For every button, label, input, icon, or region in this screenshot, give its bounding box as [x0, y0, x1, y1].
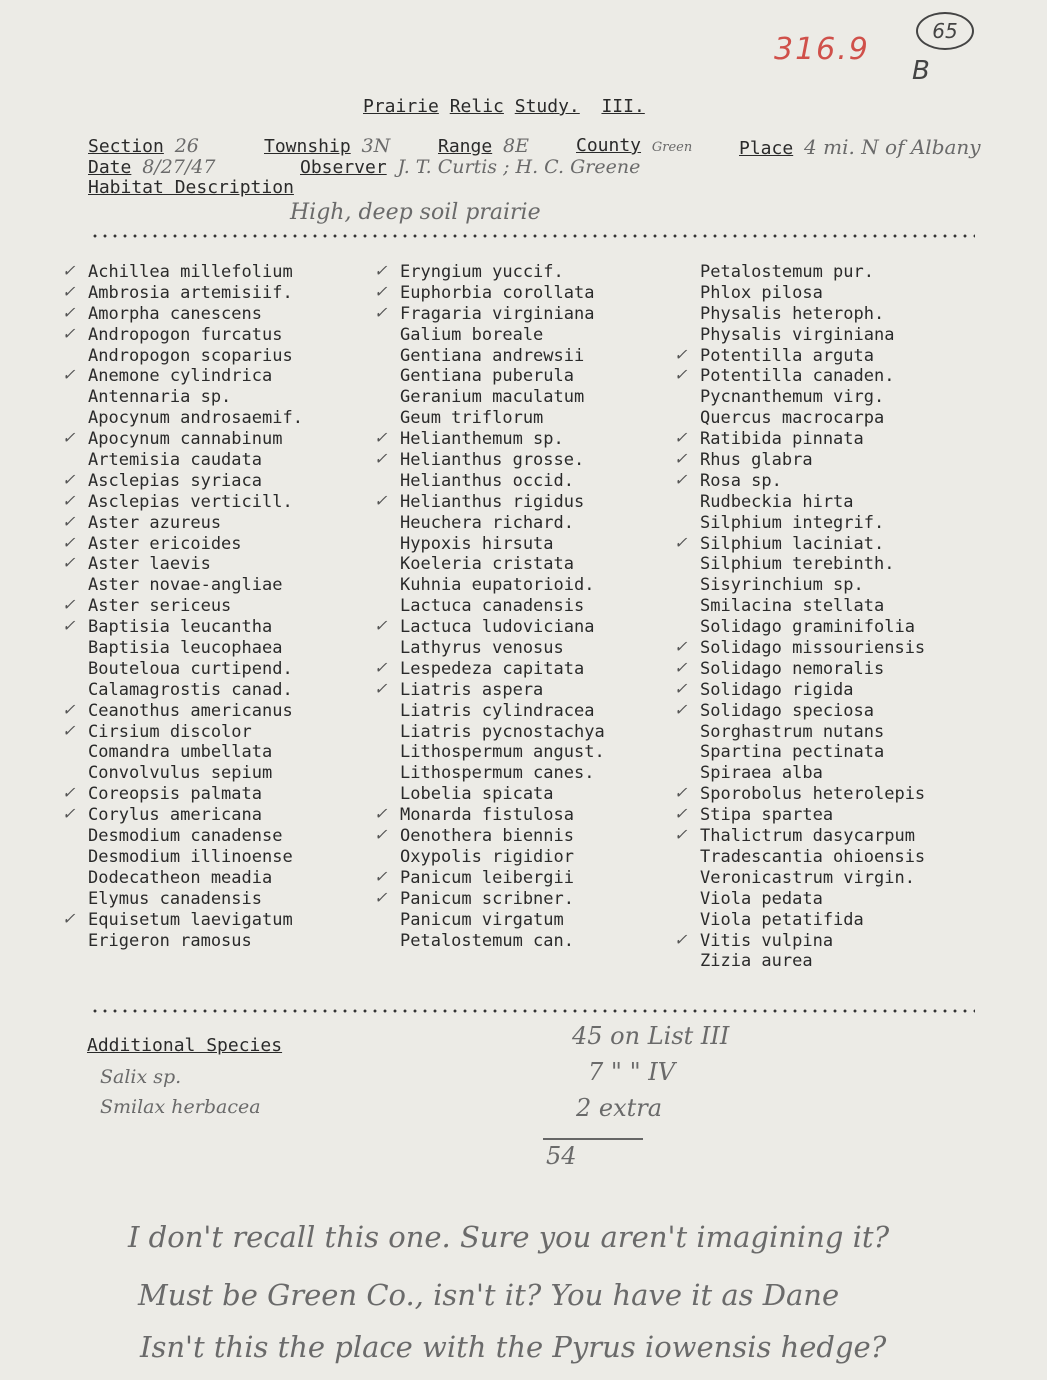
catalog-number: 316.9	[774, 32, 870, 67]
check-mark-icon: ✓	[62, 720, 76, 740]
species-name: Physalis virginiana	[700, 324, 895, 345]
species-name: Dodecatheon meadia	[88, 867, 273, 888]
species-name: Hypoxis hirsuta	[400, 533, 554, 554]
species-name: Asclepias syriaca	[88, 470, 262, 491]
species-row	[700, 262, 925, 283]
species-row	[400, 701, 605, 722]
species-row	[88, 346, 303, 367]
species-name: Vitis vulpina	[700, 930, 834, 951]
species-row	[674, 637, 926, 659]
divider-bottom	[90, 1009, 975, 1013]
check-mark-icon: ✓	[62, 595, 76, 615]
species-name: Baptisia leucantha	[88, 617, 273, 638]
species-name: Sorghastrum nutans	[700, 721, 885, 742]
species-row	[400, 722, 605, 743]
species-name: Anemone cylindrica	[88, 366, 273, 387]
species-row	[400, 387, 605, 408]
species-row	[674, 929, 925, 952]
species-name: Helianthus grosse.	[400, 450, 585, 471]
species-row	[62, 323, 303, 346]
check-mark-icon: ✓	[674, 804, 688, 824]
species-row	[62, 804, 303, 826]
species-name: Smilacina stellata	[700, 596, 885, 617]
species-name: Spartina pectinata	[700, 742, 885, 763]
species-name: Solidago rigida	[700, 679, 854, 700]
species-row	[674, 428, 925, 450]
check-mark-icon: ✓	[374, 825, 388, 845]
species-name: Liatris aspera	[400, 679, 544, 700]
county-field: County Green	[576, 135, 693, 156]
species-name: Heuchera richard.	[400, 512, 574, 533]
species-name: Kuhnia eupatorioid.	[400, 575, 595, 596]
species-row	[400, 408, 605, 429]
handwritten-note-line: I don't recall this one. Sure you aren't imagining it?	[128, 1220, 890, 1254]
species-row	[400, 554, 605, 575]
species-name: Lobelia spicata	[400, 784, 554, 805]
check-mark-icon: ✓	[62, 804, 76, 824]
species-name: Lathyrus venosus	[400, 638, 564, 659]
check-mark-icon: ✓	[62, 428, 76, 448]
species-name: Quercus macrocarpa	[700, 408, 885, 429]
species-row	[88, 847, 303, 868]
check-mark-icon: ✓	[374, 302, 388, 322]
species-name: Petalostemum can.	[400, 930, 574, 951]
species-row	[400, 847, 605, 868]
species-row	[88, 659, 303, 680]
species-name: Ceanothus americanus	[88, 700, 293, 721]
species-name: Lactuca canadensis	[400, 596, 585, 617]
species-name: Bouteloua curtipend.	[88, 658, 293, 679]
species-name: Oxypolis rigidior	[400, 846, 574, 867]
species-row	[700, 304, 925, 325]
species-row	[374, 887, 605, 910]
species-name: Achillea millefolium	[88, 262, 293, 282]
species-name: Silphium terebinth.	[700, 554, 895, 575]
species-row	[88, 931, 303, 952]
divider-top	[90, 234, 975, 238]
species-row	[700, 722, 925, 743]
additional-species-item: Smilax herbacea	[100, 1096, 261, 1118]
tally-line-list-iv: 7 " " IV	[588, 1058, 676, 1086]
species-row	[700, 408, 925, 429]
check-mark-icon: ✓	[674, 929, 688, 949]
species-row	[62, 511, 303, 534]
township-field: Township 3N	[264, 135, 391, 157]
species-row	[674, 783, 926, 805]
species-row	[400, 471, 605, 492]
species-row	[88, 763, 303, 784]
species-row	[400, 596, 605, 617]
species-row	[62, 365, 303, 387]
species-row	[374, 490, 605, 513]
check-mark-icon: ✓	[674, 637, 688, 657]
species-row	[700, 617, 925, 638]
check-mark-icon: ✓	[374, 616, 388, 636]
additional-species-label: Additional Species	[87, 1035, 283, 1056]
species-row	[400, 366, 605, 387]
species-name: Potentilla arguta	[700, 345, 874, 366]
species-row	[374, 678, 605, 701]
check-mark-icon: ✓	[62, 281, 76, 301]
species-name: Potentilla canaden.	[700, 366, 895, 387]
species-name: Tradescantia ohioensis	[700, 846, 926, 867]
species-name: Veronicastrum virgin.	[700, 867, 915, 888]
species-row	[674, 699, 925, 722]
check-mark-icon: ✓	[62, 783, 76, 803]
species-row	[700, 910, 925, 931]
species-row	[62, 281, 303, 304]
species-name: Baptisia leucophaea	[88, 638, 283, 659]
species-row	[62, 532, 303, 555]
tally-line-extra: 2 extra	[576, 1094, 663, 1122]
species-name: Solidago missouriensis	[700, 638, 926, 659]
species-row	[62, 428, 303, 450]
species-name: Zizia aurea	[700, 951, 813, 972]
habitat-description: High, deep soil prairie	[290, 200, 541, 225]
check-mark-icon: ✓	[674, 449, 688, 469]
species-row	[62, 261, 303, 283]
check-mark-icon: ✓	[62, 553, 76, 573]
species-row	[674, 365, 925, 387]
species-row	[674, 825, 925, 847]
species-name: Phlox pilosa	[700, 282, 823, 303]
species-name: Antennaria sp.	[88, 387, 232, 408]
check-mark-icon: ✓	[374, 804, 388, 824]
check-mark-icon: ✓	[674, 469, 688, 489]
check-mark-icon: ✓	[374, 866, 388, 886]
species-row	[88, 868, 303, 889]
check-mark-icon: ✓	[62, 490, 76, 510]
tally-line-list-iii: 45 on List III	[572, 1022, 730, 1050]
check-mark-icon: ✓	[674, 532, 688, 552]
species-row	[700, 554, 925, 575]
check-mark-icon: ✓	[674, 365, 688, 385]
species-column-1	[62, 261, 303, 951]
species-name: Gentiana andrewsii	[400, 345, 585, 366]
species-row	[374, 616, 605, 638]
species-row	[62, 553, 303, 575]
check-mark-icon: ✓	[374, 449, 388, 469]
species-name: Geum triflorum	[400, 408, 544, 429]
check-mark-icon: ✓	[674, 783, 688, 803]
species-name: Viola pedata	[700, 888, 823, 909]
species-row	[88, 450, 303, 471]
species-name: Amorpha canescens	[88, 303, 262, 324]
species-row	[374, 428, 605, 450]
species-name: Solidago speciosa	[700, 700, 874, 721]
species-name: Euphorbia corollata	[400, 282, 595, 303]
species-row	[700, 763, 925, 784]
species-name: Panicum scribner.	[400, 888, 574, 909]
species-name: Galium boreale	[400, 324, 544, 345]
species-name: Coreopsis palmata	[88, 784, 262, 805]
species-name: Lithospermum angust.	[400, 742, 605, 763]
species-row	[88, 575, 303, 596]
species-row	[700, 575, 925, 596]
species-row	[700, 596, 925, 617]
species-row	[700, 951, 925, 972]
species-row	[88, 680, 303, 701]
species-name: Petalostemum pur.	[700, 262, 874, 282]
species-row	[674, 344, 925, 367]
species-row	[374, 804, 605, 826]
species-row	[62, 595, 303, 617]
species-name: Equisetum laevigatum	[88, 909, 293, 930]
species-row	[700, 847, 925, 868]
species-row	[700, 325, 925, 346]
check-mark-icon: ✓	[62, 908, 76, 928]
check-mark-icon: ✓	[674, 699, 688, 719]
species-name: Helianthus rigidus	[400, 491, 585, 512]
species-row	[374, 302, 605, 325]
species-name: Calamagrostis canad.	[88, 679, 293, 700]
species-row	[62, 490, 303, 513]
check-mark-icon: ✓	[62, 261, 76, 280]
species-name: Cirsium discolor	[88, 721, 252, 742]
species-row	[400, 534, 605, 555]
species-row	[674, 532, 925, 555]
species-row	[700, 283, 925, 304]
species-name: Sisyrinchium sp.	[700, 575, 864, 596]
species-name: Aster sericeus	[88, 596, 232, 617]
check-mark-icon: ✓	[374, 678, 388, 698]
species-name: Rosa sp.	[700, 470, 782, 491]
species-row	[400, 325, 605, 346]
species-row	[674, 449, 925, 471]
species-name: Ratibida pinnata	[700, 429, 864, 450]
species-row	[374, 866, 605, 889]
species-name: Panicum leibergii	[400, 867, 574, 888]
check-mark-icon: ✓	[374, 281, 388, 301]
circled-page-number: 65	[916, 12, 974, 50]
handwritten-note-line: Must be Green Co., isn't it? You have it as Dane	[138, 1278, 840, 1312]
species-row	[62, 302, 303, 325]
species-name: Sporobolus heterolepis	[700, 784, 926, 805]
species-name: Elymus canadensis	[88, 888, 262, 909]
check-mark-icon: ✓	[374, 887, 388, 907]
species-name: Ambrosia artemisiif.	[88, 282, 293, 303]
additional-species-item: Salix sp.	[100, 1066, 182, 1088]
species-name: Geranium maculatum	[400, 387, 585, 408]
species-name: Aster azureus	[88, 512, 222, 533]
species-row	[400, 742, 605, 763]
species-name: Apocynum cannabinum	[88, 429, 283, 450]
observer-field: Observer J. T. Curtis ; H. C. Greene	[300, 156, 641, 178]
section-field: Section 26	[88, 135, 199, 157]
species-row	[400, 575, 605, 596]
species-row	[400, 931, 605, 952]
species-name: Liatris cylindracea	[400, 700, 595, 721]
species-name: Eryngium yuccif.	[400, 262, 564, 282]
species-row	[62, 699, 303, 722]
species-name: Panicum virgatum	[400, 909, 564, 930]
species-name: Viola petatifida	[700, 909, 864, 930]
check-mark-icon: ✓	[62, 532, 76, 552]
species-column-3	[674, 262, 926, 972]
species-name: Aster ericoides	[88, 533, 242, 554]
species-row	[88, 408, 303, 429]
check-mark-icon: ✓	[674, 657, 688, 677]
species-name: Fragaria virginiana	[400, 303, 595, 324]
species-name: Gentiana puberula	[400, 366, 574, 387]
species-row	[674, 469, 925, 492]
species-row	[700, 492, 925, 513]
species-name: Apocynum androsaemif.	[88, 408, 303, 429]
check-mark-icon: ✓	[62, 323, 76, 343]
species-name: Asclepias verticill.	[88, 491, 293, 512]
species-name: Helianthemum sp.	[400, 429, 564, 450]
species-row	[62, 783, 303, 805]
species-row	[88, 826, 303, 847]
species-name: Lithospermum canes.	[400, 763, 595, 784]
species-name: Lespedeza capitata	[400, 658, 585, 679]
species-row	[88, 638, 303, 659]
check-mark-icon: ✓	[374, 657, 388, 677]
check-mark-icon: ✓	[374, 428, 388, 448]
date-field: Date 8/27/47	[88, 156, 216, 178]
species-name: Helianthus occid.	[400, 470, 574, 491]
species-row	[700, 513, 925, 534]
species-name: Solidago nemoralis	[700, 658, 885, 679]
species-name: Liatris pycnostachya	[400, 721, 605, 742]
species-name: Koeleria cristata	[400, 554, 574, 575]
species-name: Silphium integrif.	[700, 512, 885, 533]
species-row	[700, 889, 925, 910]
check-mark-icon: ✓	[674, 678, 688, 698]
check-mark-icon: ✓	[674, 825, 688, 845]
species-row	[400, 763, 605, 784]
check-mark-icon: ✓	[62, 469, 76, 489]
species-name: Monarda fistulosa	[400, 805, 574, 826]
species-name: Silphium laciniat.	[700, 533, 885, 554]
species-name: Comandra umbellata	[88, 742, 273, 763]
species-row	[88, 387, 303, 408]
species-row	[88, 889, 303, 910]
species-name: Andropogon scoparius	[88, 345, 293, 366]
species-row	[674, 657, 925, 680]
page-letter: B	[912, 56, 930, 86]
check-mark-icon: ✓	[62, 302, 76, 322]
species-row	[400, 784, 605, 805]
species-name: Erigeron ramosus	[88, 930, 252, 951]
species-row	[400, 910, 605, 931]
species-row	[374, 261, 605, 283]
check-mark-icon: ✓	[62, 699, 76, 719]
species-row	[700, 387, 925, 408]
species-row	[674, 678, 925, 701]
species-name: Pycnanthemum virg.	[700, 387, 885, 408]
species-row	[400, 513, 605, 534]
check-mark-icon: ✓	[62, 511, 76, 531]
species-name: Thalictrum dasycarpum	[700, 826, 915, 847]
species-row	[374, 449, 605, 471]
species-row	[62, 908, 303, 931]
species-name: Aster laevis	[88, 554, 211, 575]
species-row	[88, 742, 303, 763]
species-name: Corylus americana	[88, 805, 262, 826]
species-row	[700, 868, 925, 889]
species-name: Physalis heteroph.	[700, 303, 885, 324]
species-row	[374, 281, 605, 304]
species-row	[674, 804, 925, 826]
check-mark-icon: ✓	[374, 261, 388, 280]
species-name: Desmodium illinoense	[88, 846, 293, 867]
check-mark-icon: ✓	[62, 365, 76, 385]
species-name: Stipa spartea	[700, 805, 834, 826]
species-name: Andropogon furcatus	[88, 324, 283, 345]
tally-total: 54	[546, 1142, 577, 1170]
range-field: Range 8E	[438, 135, 529, 157]
check-mark-icon: ✓	[374, 490, 388, 510]
tally-sum-rule	[543, 1138, 643, 1140]
species-row	[400, 638, 605, 659]
species-name: Artemisia caudata	[88, 450, 262, 471]
species-row	[374, 825, 605, 847]
species-name: Solidago graminifolia	[700, 617, 915, 638]
species-column-2	[374, 261, 605, 951]
species-name: Desmodium canadense	[88, 826, 283, 847]
habitat-label: Habitat Description	[88, 177, 294, 198]
species-name: Aster novae-angliae	[88, 575, 283, 596]
species-name: Rhus glabra	[700, 450, 813, 471]
place-field: Place 4 mi. N of Albany	[739, 135, 981, 159]
species-row	[62, 720, 303, 743]
check-mark-icon: ✓	[674, 428, 688, 448]
species-row	[400, 346, 605, 367]
species-name: Oenothera biennis	[400, 826, 574, 847]
species-name: Convolvulus sepium	[88, 763, 273, 784]
species-name: Spiraea alba	[700, 763, 823, 784]
handwritten-note-line: Isn't this the place with the Pyrus iowensis hedge?	[140, 1330, 887, 1364]
species-name: Lactuca ludoviciana	[400, 617, 595, 638]
species-row	[62, 469, 303, 492]
check-mark-icon: ✓	[62, 616, 76, 636]
page-title: Prairie Relic Study. III.	[363, 96, 645, 117]
species-name: Rudbeckia hirta	[700, 491, 854, 512]
species-row	[700, 742, 925, 763]
species-row	[374, 657, 605, 680]
species-row	[62, 616, 303, 638]
check-mark-icon: ✓	[674, 344, 688, 364]
